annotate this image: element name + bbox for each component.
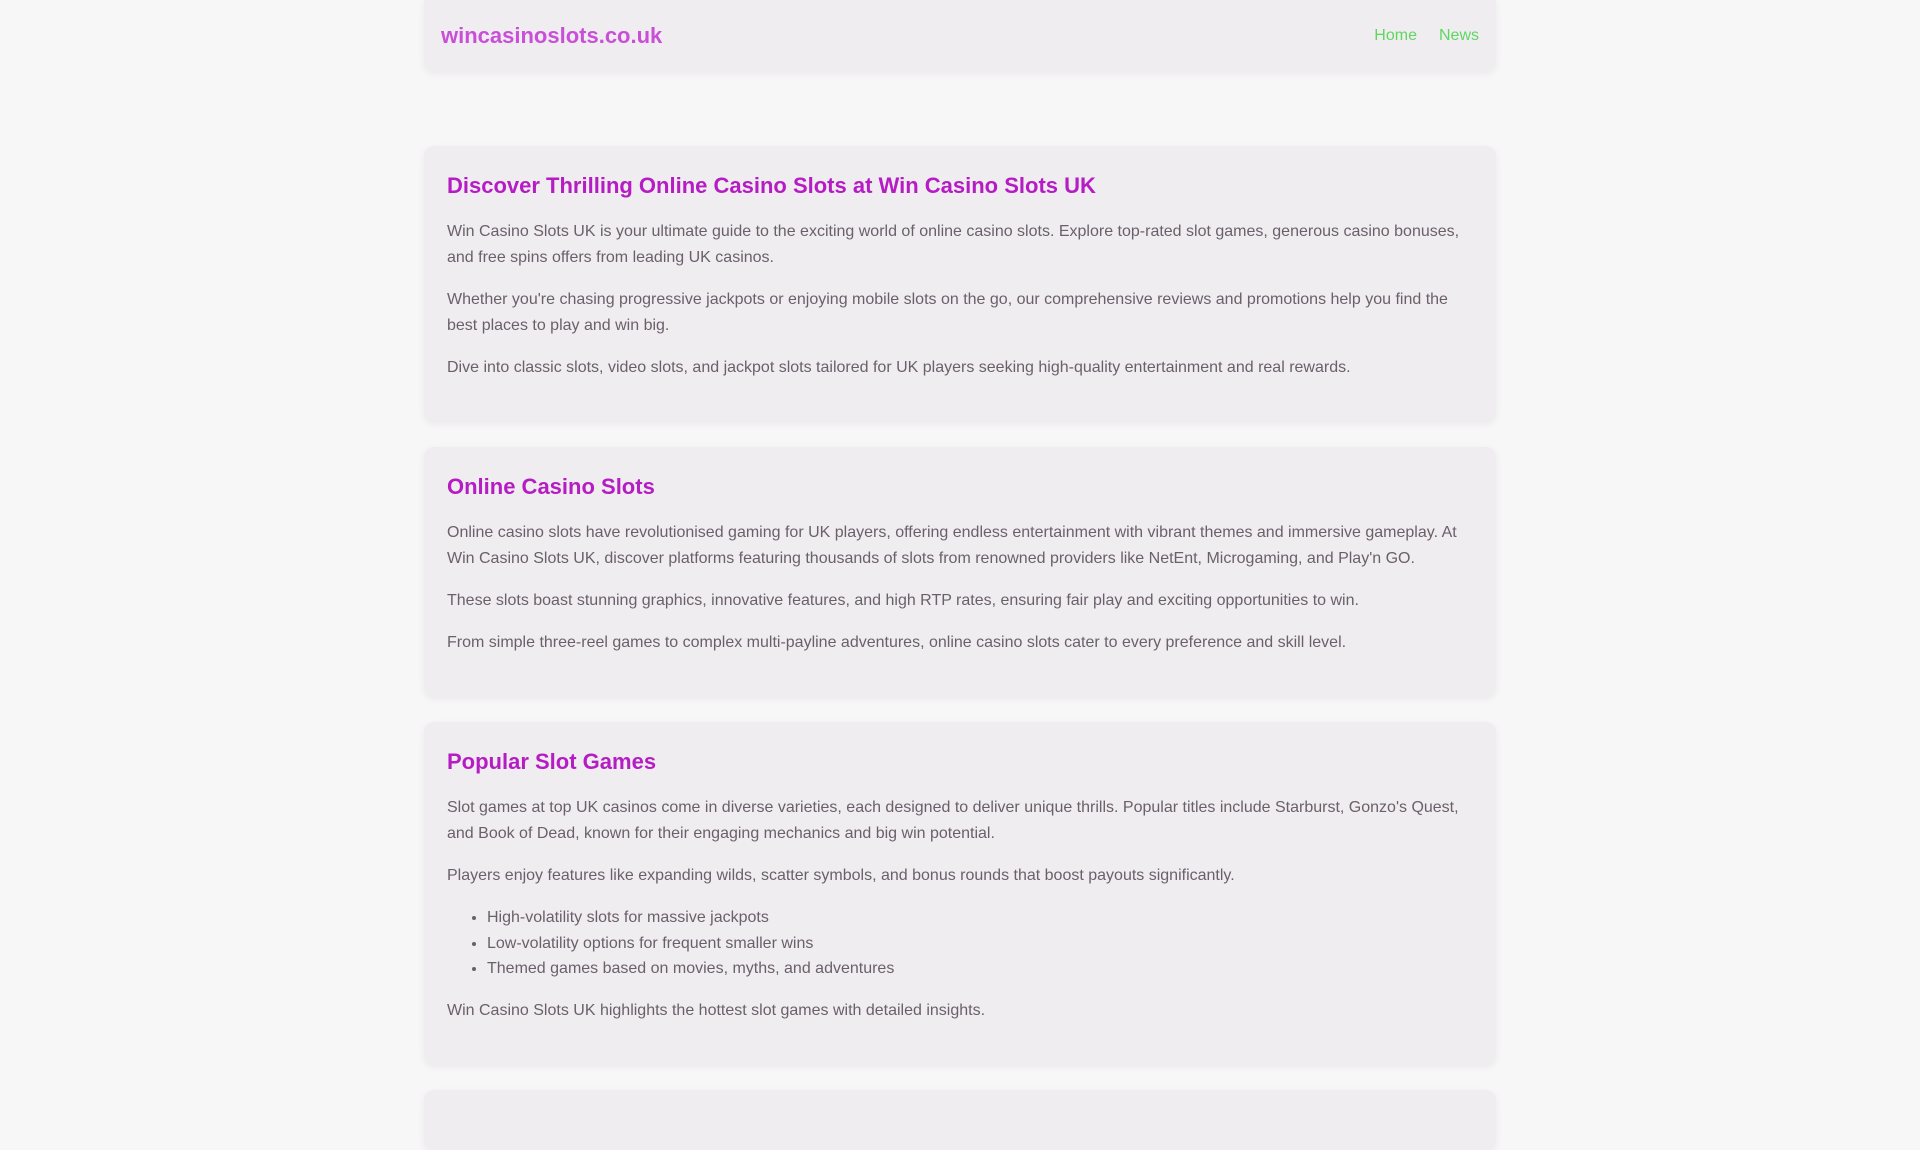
section-title: Popular Slot Games: [447, 749, 657, 774]
paragraph: Win Casino Slots UK highlights the hottest slot games with detailed insights.: [447, 1001, 986, 1019]
section-online-casino-slots: [424, 447, 1496, 697]
nav-link-home[interactable]: Home: [1374, 27, 1417, 44]
section-popular-slot-games: [424, 722, 1496, 1065]
paragraph: Dive into classic slots, video slots, and jackpot slots tailored for UK players seeking high-quality entertainment and real rewards.: [447, 359, 1351, 376]
header-spacer: [424, 72, 1496, 146]
section-title: Online Casino Slots: [447, 474, 655, 499]
list-item: • Themed games based on movies, myths, and adventures: [487, 956, 1473, 982]
paragraph: These slots boast stunning graphics, innovative features, and high RTP rates, ensuring fair play and exciting opportunities to win.: [447, 592, 1359, 609]
section-next-partial: [424, 1090, 1496, 1150]
site-header: [424, 0, 1496, 72]
paragraph: From simple three-reel games to complex multi-payline adventures, online casino slots cater to every preference and skill level.: [447, 634, 1347, 651]
list-item: • High-volatility slots for massive jackpots: [487, 905, 1473, 931]
main-nav: [1374, 27, 1479, 45]
site-logo-link[interactable]: wincasinoslots.co.uk: [441, 23, 663, 48]
nav-link-news[interactable]: News: [1438, 27, 1479, 44]
paragraph: Whether you're chasing progressive jackpots or enjoying mobile slots on the go, our comprehensive reviews and promotions help you find the best places to play and win big.: [447, 291, 1448, 334]
list-item: • Low-volatility options for frequent smaller wins: [487, 931, 1473, 957]
paragraph: Slot games at top UK casinos come in diverse varieties, each designed to deliver unique thrills. Popular titles include Starburst, Gonzo's Quest, and Book of Dead, known for their engaging mechanics and big win potential.: [447, 799, 1459, 842]
paragraph: Win Casino Slots UK is your ultimate guide to the exciting world of online casino slots. Explore top-rated slot games, generous casino bonuses, and free spins offers from leading UK casinos.: [447, 223, 1460, 266]
paragraph: Online casino slots have revolutionised gaming for UK players, offering endless entertainment with vibrant themes and immersive gameplay. At Win Casino Slots UK, discover platforms featuring thousands of slots from renowned providers like NetEnt, Microgaming, and Play'n GO.: [447, 524, 1457, 567]
section-title: Discover Thrilling Online Casino Slots at Win Casino Slots UK: [447, 173, 1096, 198]
feature-list: [447, 905, 1473, 982]
section-intro: [424, 146, 1496, 422]
page-container: [424, 0, 1496, 1150]
paragraph: Players enjoy features like expanding wilds, scatter symbols, and bonus rounds that boost payouts significantly.: [447, 867, 1235, 884]
